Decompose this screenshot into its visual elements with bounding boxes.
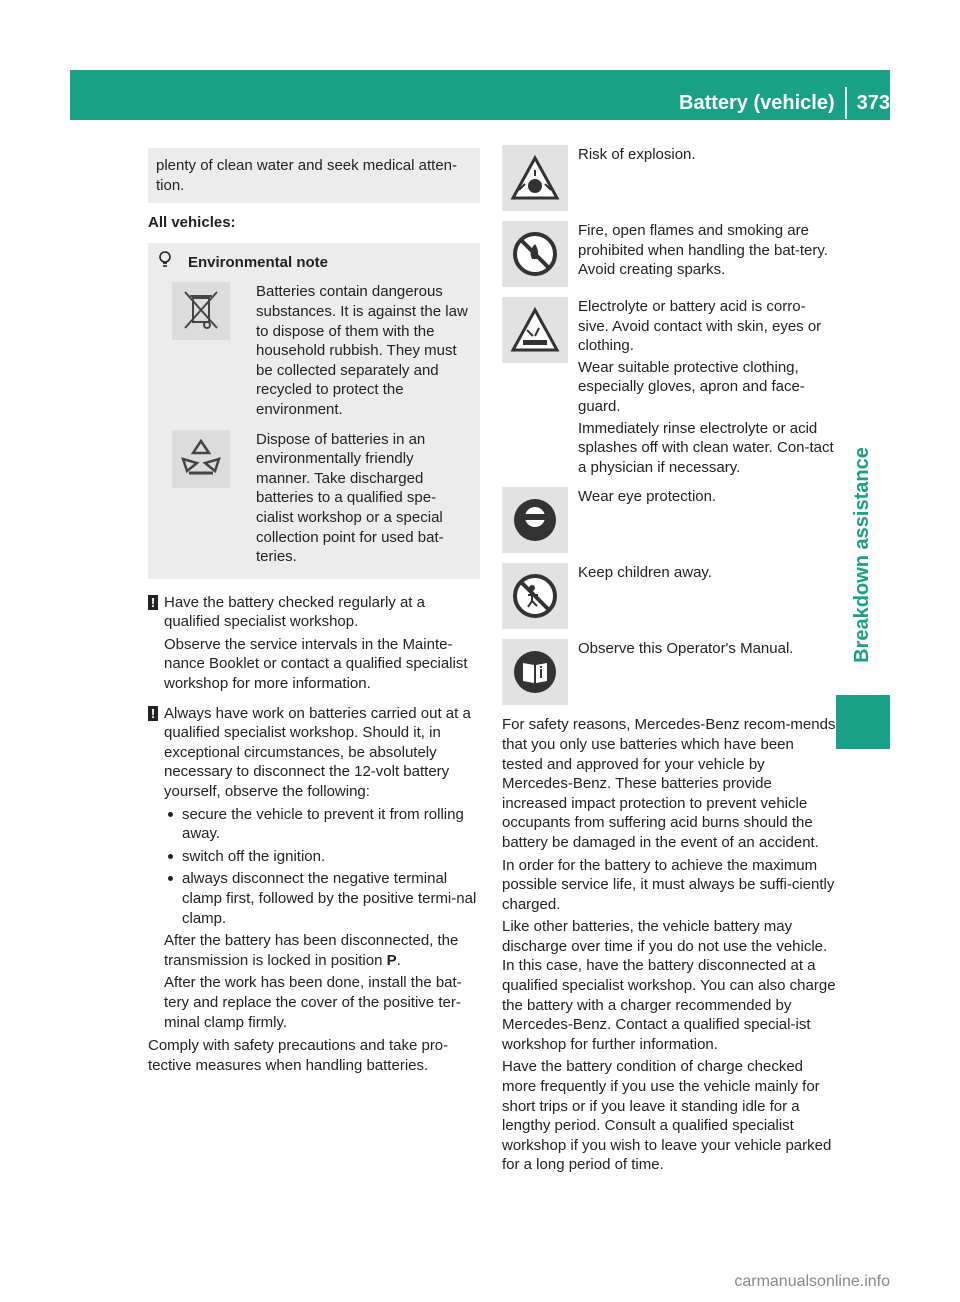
symbol-text: Observe this Operator's Manual. <box>578 640 794 658</box>
env-item-text: Batteries contain dangerous substances. It is against the law to dispose of them with the household rubbish. They must be collected separately and recycled to protect the environment. <box>256 283 468 418</box>
intro-box <box>148 148 480 203</box>
safety-symbol-row <box>502 563 836 629</box>
corrosive-icon <box>502 297 568 363</box>
safety-symbol-row <box>502 297 836 477</box>
list-item: switch off the ignition. <box>164 847 480 867</box>
body-paragraph: Have the battery condition of charge checked more frequently if you use the vehicle mainly for short trips or if you leave it standing idle for a lengthy period. Consult a qualified specialist workshop if you wish to leave your vehicle parked for a long period of time. <box>502 1058 832 1174</box>
side-tab-label: Breakdown assistance <box>851 447 874 663</box>
symbol-text: Electrolyte or battery acid is corro-sive. Avoid contact with skin, eyes or clothing. <box>578 298 822 355</box>
warning-text: Observe the service intervals in the Mainte-nance Booklet or contact a qualified specialist workshop for more information. <box>164 635 468 693</box>
list-item: secure the vehicle to prevent it from rolling away. <box>164 805 480 844</box>
page-header <box>679 87 890 119</box>
env-item <box>158 282 470 419</box>
symbol-text: Immediately rinse electrolyte or acid splashes off with clean water. Con-tact a physician if necessary. <box>578 419 834 476</box>
explosion-icon <box>502 145 568 211</box>
all-vehicles-heading: All vehicles: <box>148 214 236 232</box>
keep-children-away-icon <box>502 563 568 629</box>
symbol-text: Fire, open flames and smoking are prohibited when handling the bat-tery. Avoid creating sparks. <box>578 222 828 279</box>
side-tab-block <box>836 695 890 749</box>
exclamation-icon: ! <box>148 595 158 610</box>
symbol-text: Wear eye protection. <box>578 488 717 506</box>
recycle-icon <box>172 430 230 488</box>
exclamation-icon: ! <box>148 706 158 721</box>
safety-symbol-row <box>502 639 836 705</box>
environmental-note-box <box>148 243 480 579</box>
env-item-text: Dispose of batteries in an environmentally friendly manner. Take discharged batteries to a qualified spe-cialist workshop or a special collection point for used bat-teries. <box>256 430 444 566</box>
body-paragraph: In order for the battery to achieve the maximum possible service life, it must always be suffi-ciently charged. <box>502 856 835 913</box>
section-title: Battery (vehicle) <box>679 92 835 114</box>
watermark: carmanualsonline.info <box>734 1273 890 1290</box>
list-item: always disconnect the negative terminal clamp first, followed by the positive termi-nal clamp. <box>164 869 480 928</box>
body-paragraph: For safety reasons, Mercedes-Benz recom-mends that you only use batteries which have been tested and approved for your vehicle by Mercedes-Benz. These batteries provide increased impact protection to prevent vehicle occupants from suffering acid burns should the battery be damaged in the event of an accident. <box>502 716 836 851</box>
env-item <box>158 430 470 567</box>
manual-icon <box>502 639 568 705</box>
lightbulb-icon <box>158 251 178 275</box>
safety-symbol-row <box>502 145 836 211</box>
header-divider <box>845 87 847 119</box>
warning-note <box>148 704 480 1033</box>
no-fire-icon <box>502 221 568 287</box>
body-paragraph: Like other batteries, the vehicle battery may discharge over time if you do not use the vehicle. In this case, have the battery disconnected at a qualified specialist workshop. You can also charge the battery with a charger recommended by Mercedes-Benz. Contact a qualified special-ist workshop for further information. <box>502 918 836 1053</box>
symbol-text: Wear suitable protective clothing, especially gloves, apron and face-guard. <box>578 358 805 415</box>
crossed-bin-icon <box>172 282 230 340</box>
eye-protection-icon <box>502 487 568 553</box>
warning-text: Always have work on batteries carried out at a qualified specialist workshop. Should it, in exceptional circumstances, be absolutely necessary to disconnect the 12-volt battery yourself, observe the following: <box>164 704 471 801</box>
warning-note <box>148 593 480 694</box>
symbol-text: Keep children away. <box>578 564 712 582</box>
safety-symbol-row <box>502 221 836 287</box>
environmental-note-header <box>158 251 470 275</box>
warning-text: After the battery has been disconnected, the transmission is locked in position P. <box>164 932 459 969</box>
environmental-note-title: Environmental note <box>188 253 329 271</box>
warning-text: Have the battery checked regularly at a qualified specialist workshop. <box>164 593 425 631</box>
page-number: 373 <box>856 92 890 114</box>
intro-text: plenty of clean water and seek medical atten-tion. <box>156 157 458 194</box>
symbol-text: Risk of explosion. <box>578 146 696 163</box>
warning-text: After the work has been done, install the bat-tery and replace the cover of the positive ter-minal clamp firmly. <box>164 974 462 1031</box>
closing-text: Comply with safety precautions and take pro-tective measures when handling batteries. <box>148 1037 449 1074</box>
left-column <box>148 148 480 1075</box>
safety-symbol-row <box>502 487 836 553</box>
right-column <box>502 145 836 1175</box>
